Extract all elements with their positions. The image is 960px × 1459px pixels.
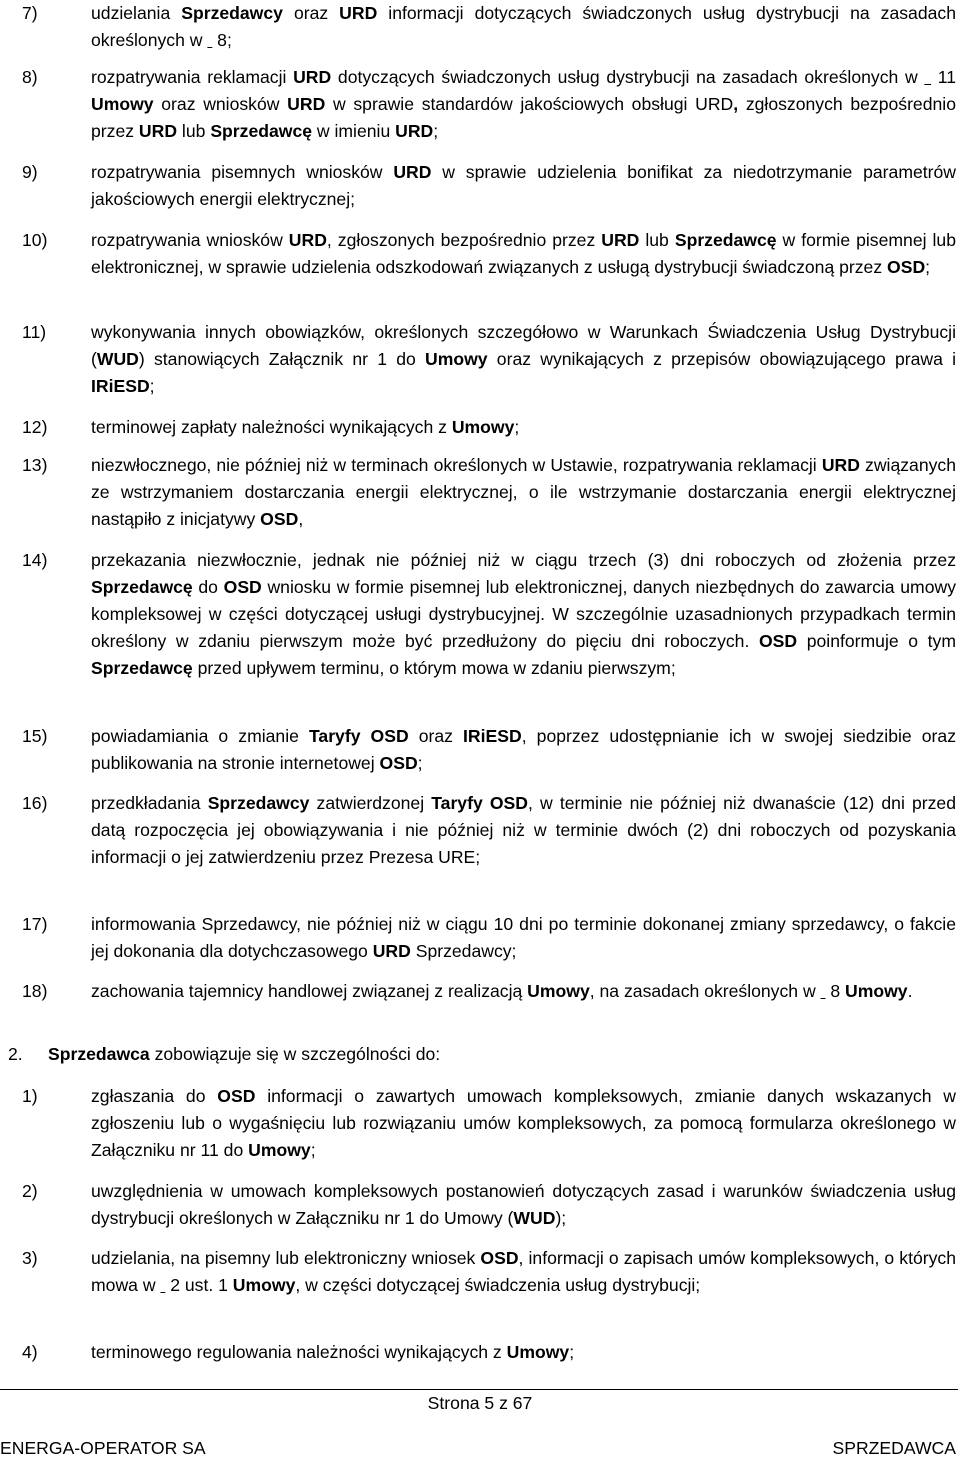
list-item	[22, 452, 956, 533]
list-number: 17)	[22, 914, 48, 934]
list-number: 12)	[22, 417, 48, 437]
list-item	[22, 1245, 956, 1299]
list-text: terminowej zapłaty należności wynikających z Umowy;	[91, 417, 520, 437]
list-text: rozpatrywania wniosków URD, zgłoszonych bezpośrednio przez URD lub Sprzedawcę w formie pisemnej lub elektronicznej, w sprawie udzielenia odszkodowań związanych z usługą dystrybucji świadczoną przez OSD;	[91, 230, 956, 277]
list-text: przedkładania Sprzedawcy zatwierdzonej Taryfy OSD, w terminie nie później niż dwanaście (12) dni przed datą rozpoczęcia jej obowiązywania i nie później niż w terminie dwóch (2) dni roboczych od pozyskania informacji o jej zatwierdzeniu przez Prezesa URE;	[91, 793, 956, 867]
list-text: uwzględnienia w umowach kompleksowych postanowień dotyczących zasad i warunków świadczenia usług dystrybucji określonych w Załączniku nr 1 do Umowy (WUD);	[91, 1181, 956, 1228]
list-number: 1)	[22, 1086, 38, 1106]
list-number: 11)	[22, 322, 47, 342]
footer-party: SPRZEDAWCA	[832, 1438, 956, 1458]
list-text: zachowania tajemnicy handlowej związanej z realizacją Umowy, na zasadach określonych w 8 Umowy.	[91, 981, 913, 1001]
list-text: wykonywania innych obowiązków, określonych szczegółowo w Warunkach Świadczenia Usług Dystrybucji (WUD) stanowiących Załącznik nr 1 do Umowy oraz wynikających z przepisów obowiązującego prawa i IRiESD;	[91, 322, 957, 396]
list-text: informowania Sprzedawcy, nie później niż w ciągu 10 dni po terminie dokonanej zmiany sprzedawcy, o fakcie jej dokonania dla dotychczasowego URD Sprzedawcy;	[91, 914, 956, 961]
list-item	[22, 0, 956, 54]
section-heading	[8, 1041, 956, 1068]
list-text: powiadamiania o zmianie Taryfy OSD oraz IRiESD, poprzez udostępnianie ich w swojej siedzibie oraz publikowania na stronie internetowej OSD;	[91, 726, 956, 773]
list-text: zgłaszania do OSD informacji o zawartych umowach kompleksowych, zmianie danych wskazanych w zgłoszeniu lub o wygaśnięciu lub rozwiązaniu umów kompleksowych, za pomocą formularza określonego w Załączniku nr 11 do Umowy;	[91, 1086, 957, 1160]
list-item	[22, 790, 956, 871]
list-number: 15)	[22, 726, 48, 746]
list-item	[22, 547, 956, 682]
list-number: 3)	[22, 1248, 38, 1268]
list-number: 8)	[22, 67, 38, 87]
section-number: 2.	[8, 1044, 23, 1064]
list-number: 10)	[22, 230, 48, 250]
list-item	[22, 227, 956, 281]
footer-divider	[0, 1389, 958, 1390]
list-text: przekazania niezwłocznie, jednak nie później niż w ciągu trzech (3) dni roboczych od złożenia przez Sprzedawcę do OSD wniosku w formie pisemnej lub elektronicznej, danych niezbędnych do zawarcia umowy kompleksowej w części dotyczącej usługi dystrybucyjnej. W szczególnie uzasadnionych przypadkach termin określony w zdaniu pierwszym może być przedłużony do pięciu dni roboczych. OSD poinformuje o tym Sprzedawcę przed upływem terminu, o którym mowa w zdaniu pierwszym;	[91, 550, 956, 678]
list-item	[22, 723, 956, 777]
list-text: rozpatrywania pisemnych wniosków URD w sprawie udzielenia bonifikat za niedotrzymanie parametrów jakościowych energii elektrycznej;	[91, 162, 956, 209]
list-item	[22, 911, 956, 965]
list-number: 2)	[22, 1181, 38, 1201]
list-number: 4)	[22, 1342, 38, 1362]
list-item	[22, 319, 956, 400]
list-item	[22, 1178, 956, 1232]
list-item	[22, 1339, 956, 1366]
list-text: rozpatrywania reklamacji URD dotyczących świadczonych usług dystrybucji na zasadach określonych w 11 Umowy oraz wniosków URD w sprawie standardów jakościowych obsługi URD, zgłoszonych bezpośrednio przez URD lub Sprzedawcę w imieniu URD;	[91, 67, 956, 141]
list-number: 9)	[22, 162, 38, 182]
list-number: 13)	[22, 455, 48, 475]
list-item	[22, 1083, 956, 1164]
list-number: 16)	[22, 793, 48, 813]
list-text: niezwłocznego, nie później niż w terminach określonych w Ustawie, rozpatrywania reklamacji URD związanych ze wstrzymaniem dostarczania energii elektrycznej, o ile wstrzymanie dostarczania energii elektrycznej nastąpiło z inicjatywy OSD,	[91, 455, 956, 529]
list-number: 14)	[22, 550, 48, 570]
page-number: Strona 5 z 67	[427, 1393, 533, 1413]
list-item	[22, 159, 956, 213]
list-text: udzielania Sprzedawcy oraz URD informacji dotyczących świadczonych usług dystrybucji na zasadach określonych w 8;	[91, 3, 956, 50]
footer-company: ENERGA-OPERATOR SA	[0, 1438, 206, 1458]
section-text: Sprzedawca zobowiązuje się w szczególności do:	[48, 1044, 441, 1064]
list-item	[22, 64, 956, 145]
list-number: 7)	[22, 3, 38, 23]
list-text: udzielania, na pisemny lub elektroniczny wniosek OSD, informacji o zapisach umów kompleksowych, o których mowa w 2 ust. 1 Umowy, w części dotyczącej świadczenia usług dystrybucji;	[91, 1248, 956, 1295]
list-item	[22, 414, 956, 441]
list-number: 18)	[22, 981, 48, 1001]
list-item	[22, 978, 956, 1005]
list-text: terminowego regulowania należności wynikających z Umowy;	[91, 1342, 575, 1362]
